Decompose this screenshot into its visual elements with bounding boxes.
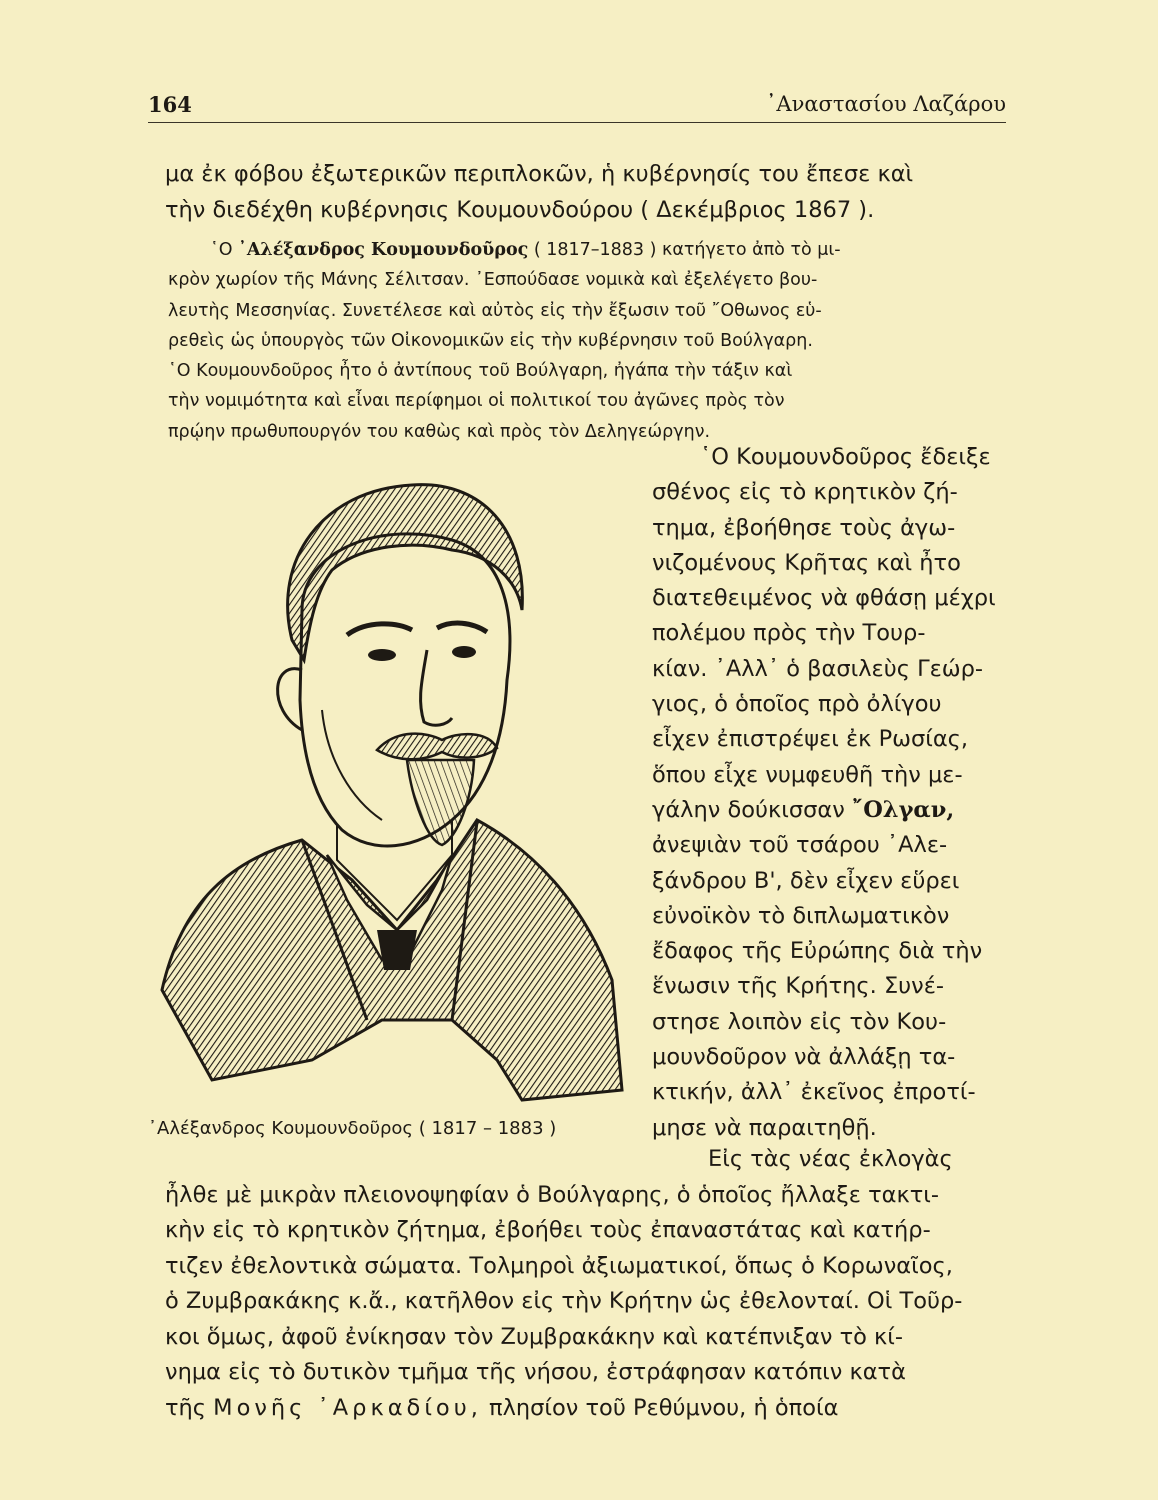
bio-lead-rest: ( 1817–1883 ) κατήγετο ἀπὸ τὸ μι- [528, 240, 841, 260]
text-line [210, 235, 841, 265]
text-line: λευτὴς Μεσσηνίας. Συνετέλεσε καὶ αὐτὸς εἰς τὴν ἔξωσιν τοῦ ῎Οθωνος εὑ- [168, 300, 822, 321]
text-line: νημα εἰς τὸ δυτικὸν τμῆμα τῆς νήσου, ἐστράφησαν κατόπιν κατὰ [165, 1359, 906, 1385]
text-line: πρῴην πρωθυπουργόν του καθὼς καὶ πρὸς τὸν Δεληγεώργην. [168, 421, 711, 442]
right-column-text [652, 440, 996, 1146]
text-line: ἔδαφος τῆς Εὐρώπης διὰ τὴν [652, 938, 983, 965]
text-line [652, 793, 996, 828]
text-line: ρεθεὶς ὡς ὑπουργὸς τῶν Οἰκονομικῶν εἰς τὴν κυβέρνησιν τοῦ Βούλγαρη. [168, 330, 813, 351]
text-line: μουνδοῦρον νὰ ἀλλάξῃ τα- [652, 1044, 956, 1071]
top-paragraph [165, 156, 913, 228]
text-line: ῾Ο Κουμουνδοῦρος ἦτο ὁ ἀντίπους τοῦ Βούλγαρη, ἠγάπα τὴν τάξιν καὶ [168, 361, 793, 382]
text-line: διατεθειμένος νὰ φθάσῃ μέχρι [652, 585, 996, 612]
text-line: εἶχεν ἐπιστρέψει ἐκ Ρωσίας, [652, 726, 969, 753]
running-head: ᾿Αναστασίου Λαζάρου [765, 92, 1006, 116]
text-line: τημα, ἐβοήθησε τοὺς ἀγω- [652, 514, 956, 541]
bio-lead: ῾Ο [210, 240, 239, 260]
text-line: Εἰς τὰς νέας ἐκλογὰς [708, 1146, 953, 1172]
text-line: κρὸν χωρίον τῆς Μάνης Σέλιτσαν. ᾿Εσπούδασε νομικὰ καὶ ἐξελέγετο βου- [168, 270, 818, 291]
text-run: τῆς [165, 1394, 214, 1421]
text-line: σθένος εἰς τὸ κρητικὸν ζή- [652, 479, 958, 506]
text-line: ῾Ο Κουμουνδοῦρος ἔδειξε [700, 444, 991, 470]
olga-name: ῎Ολγαν, [851, 796, 955, 823]
bio-name: ᾿Αλέξανδρος Κουμουνδοῦρος [238, 240, 529, 260]
text-line: ὁ Ζυμβρακάκης κ.ἄ., κατῆλθον εἰς τὴν Κρήτην ὡς ἐθελονταί. Οἱ Τοῦρ- [165, 1288, 963, 1314]
text-line: εὐνοϊκὸν τὸ διπλωματικὸν [652, 902, 950, 929]
text-line: ἀνεψιὰν τοῦ τσάρου ᾿Αλε- [652, 832, 948, 859]
text-run: γάλην δούκισσαν [652, 796, 852, 823]
text-line: κτικήν, ἀλλ᾿ ἐκεῖνος ἐπροτί- [652, 1079, 976, 1106]
page-header [148, 86, 1006, 123]
text-line: ξάνδρου Β', δὲν εἶχεν εὕρει [652, 867, 960, 894]
monastery-name: Μονῆς ᾿Αρκαδίου, [213, 1394, 482, 1421]
text-line: κοι ὅμως, ἀφοῦ ἐνίκησαν τὸν Ζυμβρακάκην καὶ κατέπνιξαν τὸ κί- [165, 1323, 904, 1350]
text-line: ἕνωσιν τῆς Κρήτης. Συνέ- [652, 973, 945, 1000]
text-line: ὅπου εἶχε νυμφευθῆ τὴν με- [652, 761, 963, 788]
text-line: τὴν διεδέχθη κυβέρνησις Κουμουνδούρου ( Δεκέμβριος 1867 ). [165, 197, 875, 223]
text-line: τιζεν ἐθελοντικὰ σώματα. Τολμηροὶ ἀξιωματικοί, ὅπως ὁ Κορωναῖος, [165, 1252, 953, 1279]
page-number: 164 [148, 92, 192, 117]
portrait-illustration [152, 460, 637, 1110]
text-line: τὴν νομιμότητα καὶ εἶναι περίφημοι οἱ πολιτικοί του ἀγῶνες πρὸς τὸν [168, 391, 785, 412]
text-line: μησε νὰ παραιτηθῇ. [652, 1114, 877, 1141]
text-line: στησε λοιπὸν εἰς τὸν Κου- [652, 1008, 947, 1035]
text-line: μα ἐκ φόβου ἐξωτερικῶν περιπλοκῶν, ἡ κυβέρνησίς του ἔπεσε καὶ [165, 161, 914, 187]
text-line: πολέμου πρὸς τὴν Τουρ- [652, 620, 926, 647]
text-line: γιος, ὁ ὁποῖος πρὸ ὀλίγου [652, 691, 942, 718]
text-line: ἦλθε μὲ μικρὰν πλειονοψηφίαν ὁ Βούλγαρης, ὁ ὁποῖος ἤλλαξε τακτι- [165, 1181, 940, 1208]
biography-note [168, 235, 841, 447]
text-line: νιζομένους Κρῆτας καὶ ἦτο [652, 549, 961, 576]
portrait-caption: ᾿Αλέξανδρος Κουμουνδοῦρος ( 1817 – 1883 ) [148, 1118, 557, 1139]
bottom-paragraph [165, 1142, 962, 1426]
text-run: πλησίον τοῦ Ρεθύμνου, ἡ ὁποία [481, 1394, 839, 1421]
text-line: κὴν εἰς τὸ κρητικὸν ζήτημα, ἐβοήθει τοὺς ἐπαναστάτας καὶ κατήρ- [165, 1217, 931, 1243]
text-line [165, 1391, 962, 1427]
text-line: κίαν. ᾿Αλλ᾿ ὁ βασιλεὺς Γεώρ- [652, 655, 984, 682]
